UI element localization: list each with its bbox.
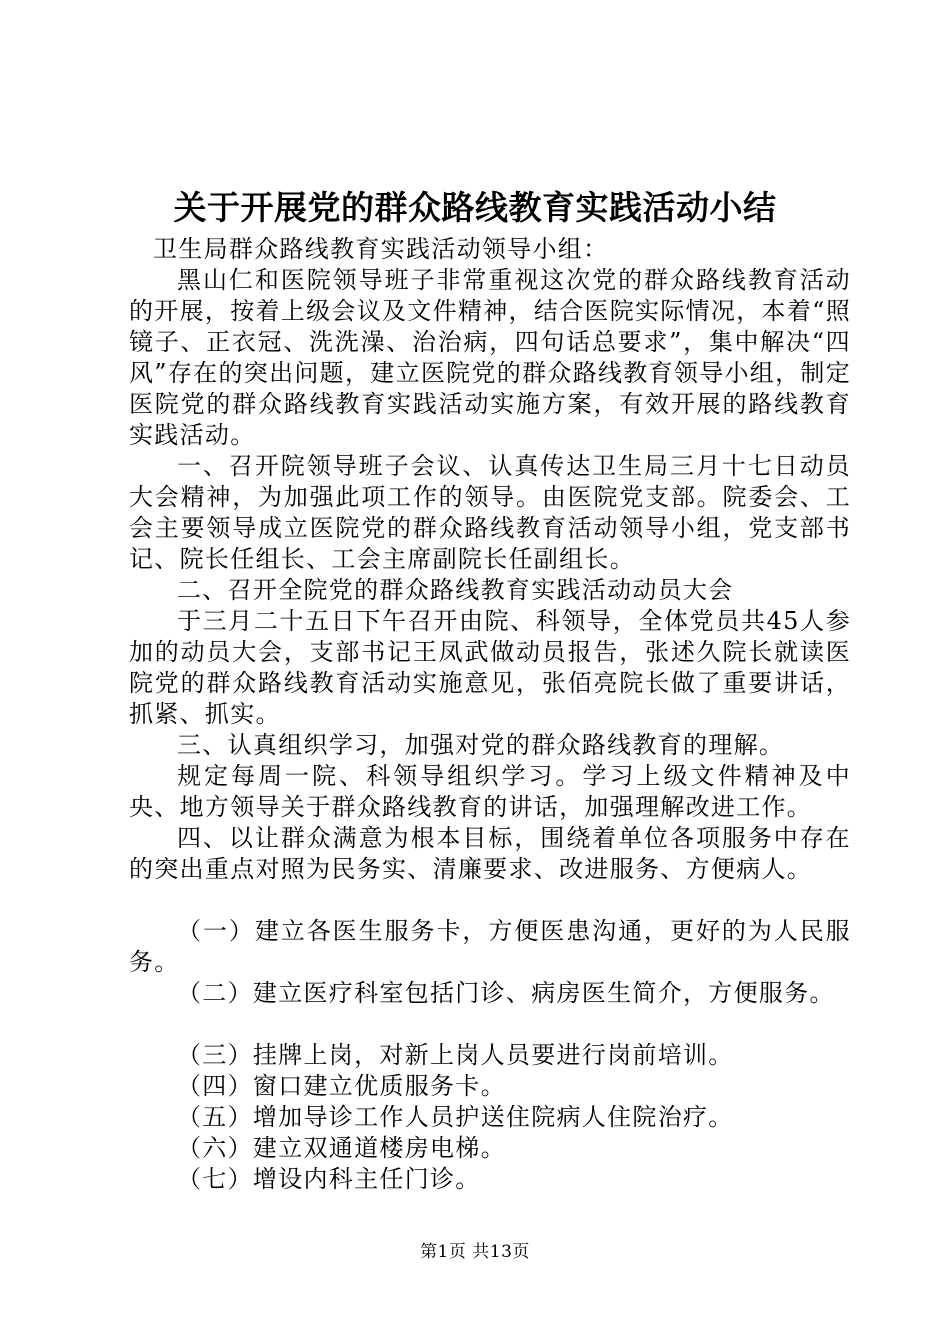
addressee-line: 卫生局群众路线教育实践活动领导小组： bbox=[153, 235, 609, 263]
list-item: （一）建立各医生服务卡，方便医患沟通，更好的为人民服务。 bbox=[129, 917, 851, 976]
section-three-paragraph: 规定每周一院、科领导组织学习。学习上级文件精神及中央、地方领导关于群众路线教育的讲话，加强理解改进工作。 bbox=[129, 762, 851, 821]
list-item: （三）挂牌上岗，对新上岗人员要进行岗前培训。 bbox=[177, 1041, 734, 1069]
intro-paragraph: 黑山仁和医院领导班子非常重视这次党的群众路线教育活动的开展，按着上级会议及文件精神，结合医院实际情况，本着“照镜子、正衣冠、洗洗澡、治治病，四句话总要求”，集中解决“四风”存在的突出问题，建立医院党的群众路线教育领导小组，制定医院党的群众路线教育实践活动实施方案，有效开展的路线教育实践活动。 bbox=[129, 266, 851, 449]
section-three-heading: 三、认真组织学习，加强对党的群众路线教育的理解。 bbox=[177, 731, 785, 759]
section-one-paragraph: 一、召开院领导班子会议、认真传达卫生局三月十七日动员大会精神，为加强此项工作的领导。由医院党支部。院委会、工会主要领导成立医院党的群众路线教育活动领导小组，党支部书记、院长任组长、工会主席副院长任副组长。 bbox=[129, 452, 851, 573]
list-item: （六）建立双通道楼房电梯。 bbox=[177, 1134, 506, 1162]
document-body bbox=[129, 234, 851, 1195]
section-two-paragraph: 于三月二十五日下午召开由院、科领导，全体党员共45人参加的动员大会，支部书记王凤武做动员报告，张述久院长就读医院党的群众路线教育活动实施意见，张佰亮院长做了重要讲话，抓紧、抓实。 bbox=[129, 607, 851, 728]
section-four-paragraph: 四、以让群众满意为根本目标，围绕着单位各项服务中存在的突出重点对照为民务实、清廉要求、改进服务、方便病人。 bbox=[129, 824, 851, 883]
document-title: 关于开展党的群众路线教育实践活动小结 bbox=[173, 188, 777, 227]
section-two-heading: 二、召开全院党的群众路线教育实践活动动员大会 bbox=[177, 576, 734, 604]
list-item: （七）增设内科主任门诊。 bbox=[177, 1165, 481, 1193]
page-number-footer: 第1页 共13页 bbox=[420, 1242, 530, 1262]
list-item: （五）增加导诊工作人员护送住院病人住院治疗。 bbox=[177, 1103, 734, 1131]
list-item: （四）窗口建立优质服务卡。 bbox=[177, 1072, 506, 1100]
list-item: （二）建立医疗科室包括门诊、病房医生简介，方便服务。 bbox=[177, 979, 835, 1007]
